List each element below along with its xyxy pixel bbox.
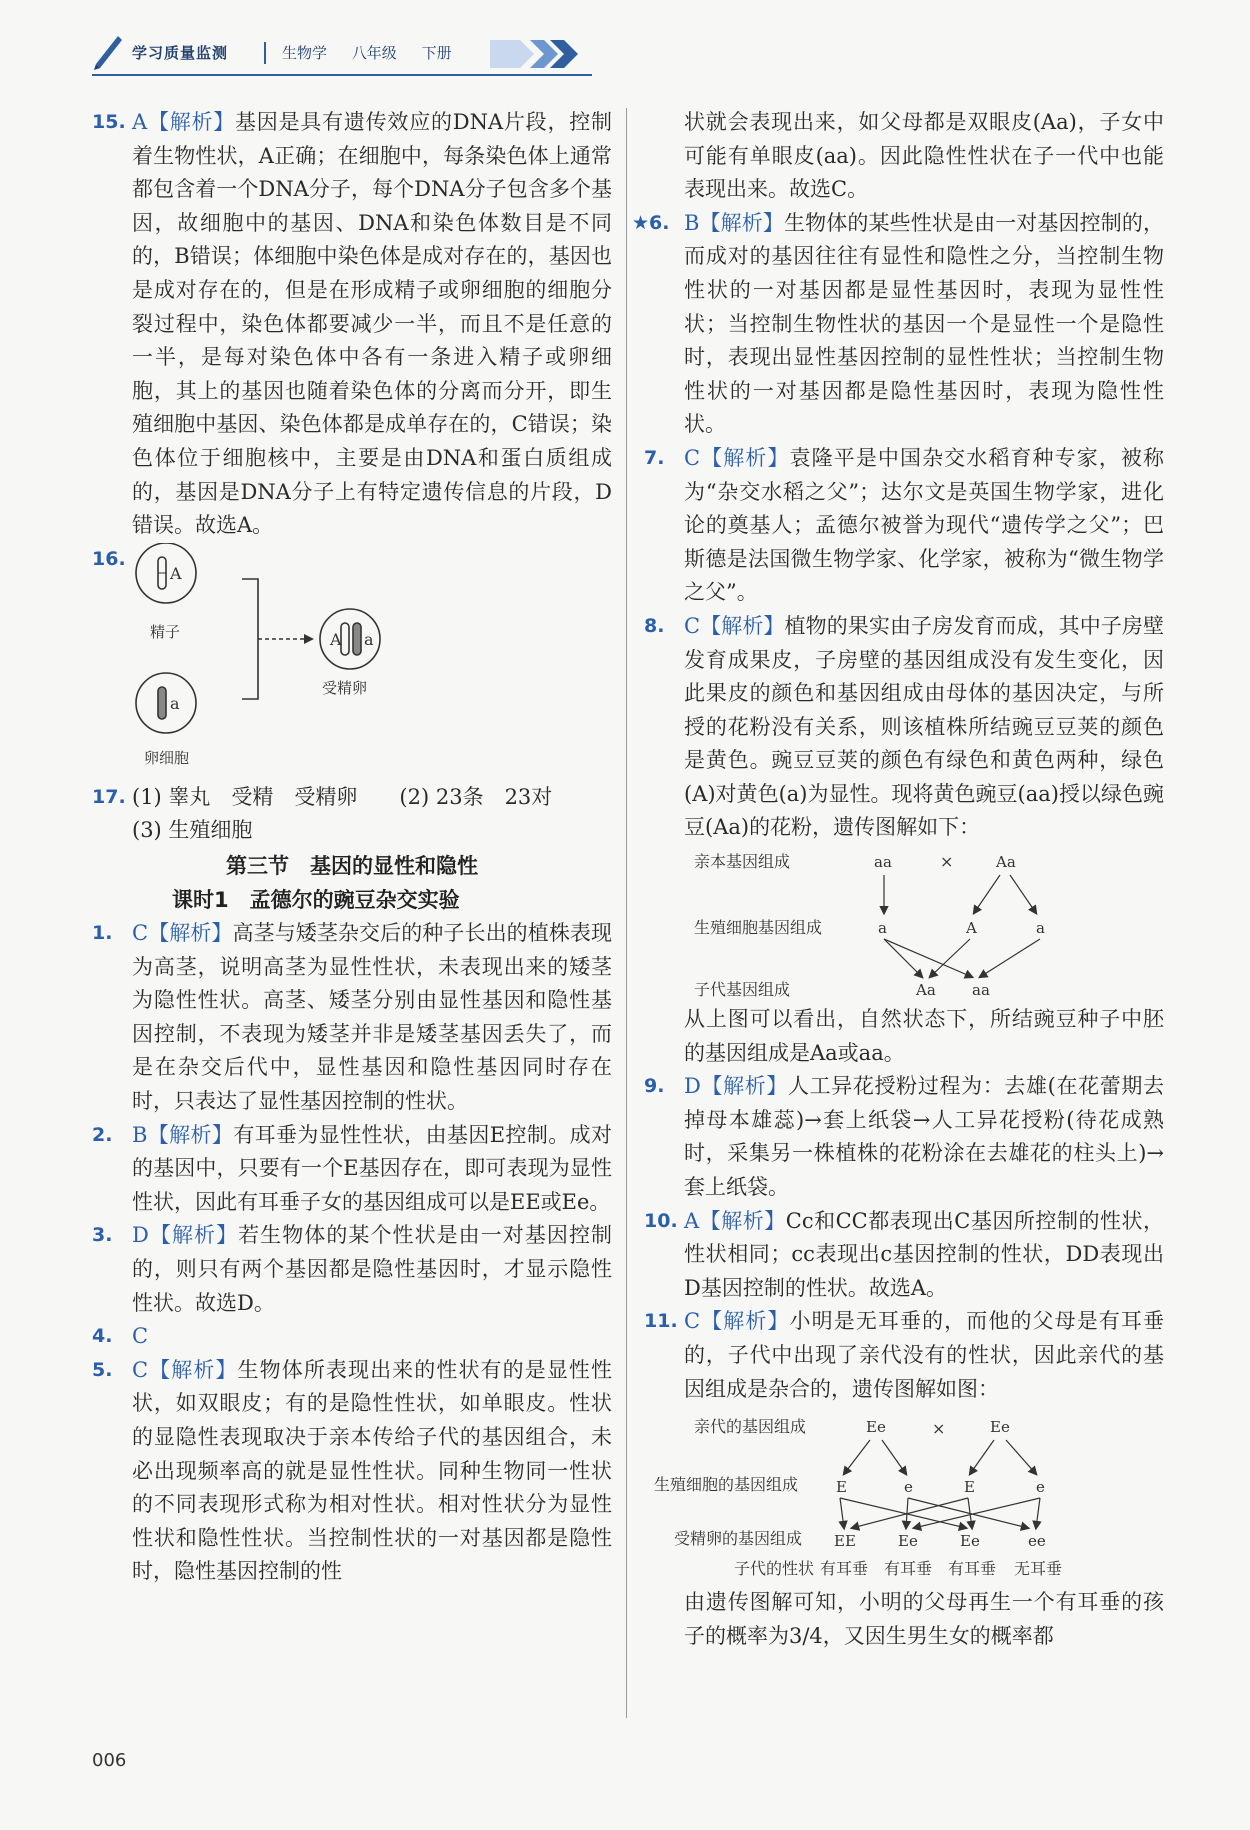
answer: C [132, 1324, 149, 1349]
question-7: 7. C【解析】袁隆平是中国杂交水稻育种专家，被称为“杂交水稻之父”；达尔文是英国生物学家，进化论的奠基人；孟德尔被誉为现代“遗传学之父”；巴斯德是法国微生物学家、化学家，被称为“微生物学之父”。 [644, 445, 1165, 605]
gamete-4: e [1036, 1478, 1045, 1497]
zygote-1: EE [834, 1532, 856, 1551]
gamete-3: a [1036, 919, 1045, 938]
chevron-right-icon [490, 34, 590, 74]
answer-line-2: (3) 生殖细胞 [132, 818, 253, 843]
offspring-1: Aa [916, 981, 936, 1000]
pen-icon [92, 30, 126, 70]
explanation-after: 从上图可以看出，自然状态下，所结豌豆种子中胚的基因组成是Aa或aa。 [684, 1007, 1164, 1065]
explanation: 状就会表现出来，如父母都是双眼皮(Aa)，子女中可能有单眼皮(aa)。因此隐性性状在子一代中也能表现出来。故选C。 [684, 110, 1164, 202]
zygote-gene-a-lower: a [364, 629, 374, 649]
sperm-gene: A [170, 563, 182, 583]
question-5-continued [644, 106, 1164, 207]
question-2: 2. B【解析】有耳垂为显性性状，由基因E控制。成对的基因中，只要有一个E基因存在，即可表现为显性性状，因此有耳垂子女的基因组成可以是EE或Ee。 [92, 1122, 613, 1214]
zygote-2: Ee [898, 1532, 918, 1551]
analysis-tag: 【解析】 [147, 110, 236, 134]
cross-sign: × [932, 1419, 946, 1439]
question-6: ★6. B【解析】生物体的某些性状是由一对基因控制的，而成对的基因往往有显性和隐性之分，当控制生物性状的一对基因都是显性基因时，表现为显性性状；当控制生物性状的基因一个是显性一个是隐性时，表现出显性基因控制的显性性状；当控制生物性状的一对基因都是隐性基因时，表现为隐性性状。 [632, 210, 1165, 437]
gamete-3: E [964, 1478, 975, 1497]
row-label-traits: 子代的性状 [734, 1559, 815, 1579]
earlobe-inheritance-diagram [644, 1412, 1114, 1582]
explanation: Cc和CC都表现出C基因所控制的性状，性状相同；cc表现出c基因控制的性状，DD表现出D基因控制的性状。故选A。 [684, 1208, 1164, 1300]
row-label-offspring: 子代基因组成 [694, 980, 791, 1000]
lesson-title: 课时1 孟德尔的豌豆杂交实验 [172, 887, 460, 912]
answer: C [684, 445, 701, 470]
analysis-tag: 【解析】 [148, 921, 233, 946]
answer: C [132, 1357, 149, 1382]
header-separator [264, 42, 266, 64]
question-11: 11. C【解析】小明是无耳垂的，而他的父母是有耳垂的，子代中出现了亲代没有的性状，因此亲代的基因组成是杂合的，遗传图解如图： 亲代的基因组成 生殖细胞的基因组成 受精卵的基因组成 子代的性状 Ee × Ee E e E e EE Ee Ee ee 有耳垂 有耳垂 有耳垂 无耳垂 由遗传图解可知，小明的父母再生一个有耳垂的孩子的概率为3/4，又因生男生女的概率都 [644, 1305, 1164, 1653]
subject: 生物学 [282, 44, 328, 62]
egg-gene: a [170, 693, 180, 713]
trait-1: 有耳垂 [820, 1559, 869, 1579]
parent-2: Aa [996, 853, 1016, 872]
question-4: 4. C [92, 1324, 149, 1349]
page-header [92, 30, 592, 80]
zygote-chromosome-2 [353, 623, 361, 655]
column-divider [626, 108, 627, 1718]
row-label-parents: 亲本基因组成 [694, 852, 791, 872]
question-3: 3. D【解析】若生物体的某个性状是由一对基因控制的，则只有两个基因都是隐性基因时，才显示隐性性状。故选D。 [92, 1223, 613, 1315]
page-number: 006 [92, 1750, 127, 1771]
trait-4: 无耳垂 [1014, 1559, 1063, 1579]
zygote-chromosome-1 [341, 623, 349, 655]
analysis-tag: 【解析】 [700, 613, 785, 638]
explanation: 袁隆平是中国杂交水稻育种专家，被称为“杂交水稻之父”；达尔文是英国生物学家，进化论的奠基人；孟德尔被誉为现代“遗传学之父”；巴斯德是法国微生物学家、化学家，被称为“微生物学之父”。 [684, 445, 1165, 605]
row-label-parents: 亲代的基因组成 [694, 1417, 807, 1437]
offspring-2: aa [972, 981, 990, 1000]
pea-inheritance-diagram [684, 849, 1124, 999]
egg-label: 卵细胞 [144, 748, 190, 767]
analysis-tag: 【解析】 [700, 445, 790, 470]
answer: B [684, 210, 700, 235]
parent-2: Ee [990, 1418, 1010, 1437]
trait-2: 有耳垂 [884, 1559, 933, 1579]
analysis-tag: 【解析】 [699, 1208, 786, 1233]
left-column [92, 106, 612, 1589]
volume: 下册 [421, 44, 452, 62]
grade: 八年级 [351, 44, 397, 62]
question-15: 15. A【解析】基因是具有遗传效应的DNA片段，控制着生物性状，A正确；在细胞中，每条染色体上通常都包含着一个DNA分子，每个DNA分子包含多个基因，故细胞中的基因、DNA和染色体数目是不同的，B错误；体细胞中染色体是成对存在的，基因也是成对存在的，但是在形成精子或卵细胞的细胞分裂过程中，染色体都要减少一半，而且不是任意的一半，是每对染色体中各有一条进入精子或卵细胞，其上的基因也随着染色体的分离而分开，即生殖细胞中基因、染色体都是成单存在的，C错误；染色体位于细胞核中，主要是由DNA和蛋白质组成的，基因是DNA分子上有特定遗传信息的片段，D错误。故选A。 [92, 110, 612, 538]
explanation: 生物体所表现出来的性状有的是显性性状，如双眼皮；有的是隐性性状，如单眼皮。性状的显隐性表现取决于亲本传给子代的基因组合，未必出现频率高的就是显性性状。同种生物同一性状的不同表现形式称为相对性状。相对性状分为显性性状和隐性性状。当控制性状的一对基因都是隐性时，隐性基因控制的性 [132, 1357, 613, 1584]
question-17: 17. (1) 睾丸 受精 受精卵 (2) 23条 23对 (3) 生殖细胞 [92, 781, 612, 848]
answer: A [684, 1208, 700, 1233]
answer-line-1: (1) 睾丸 受精 受精卵 (2) 23条 23对 [132, 784, 553, 809]
trait-3: 有耳垂 [948, 1559, 997, 1579]
answer: C [132, 921, 149, 946]
analysis-tag: 【解析】 [147, 1122, 234, 1147]
sperm-label: 精子 [150, 622, 181, 641]
gamete-1: E [836, 1478, 847, 1497]
row-label-gametes: 生殖细胞基因组成 [694, 918, 823, 938]
gamete-2: A [966, 919, 977, 938]
analysis-tag: 【解析】 [700, 1074, 789, 1099]
explanation: 人工异花授粉过程为：去雄(在花蕾期去掉母本雄蕊)→套上纸袋→人工异花授粉(待花成熟时，采集另一株植株的花粉涂在去雄花的柱头上)→套上纸袋。 [684, 1074, 1164, 1200]
gamete-2: e [904, 1478, 913, 1497]
cross-sign: × [940, 852, 954, 872]
explanation: 高茎与矮茎杂交后的种子长出的植株表现为高茎，说明高茎为显性性状，未表现出来的矮茎为隐性性状。高茎、矮茎分别由显性基因和隐性基因控制，不表现为矮茎并非是矮茎基因丢失了，而是在杂交后代中，显性基因和隐性基因同时存在时，只表达了显性基因控制的性状。 [132, 921, 612, 1114]
analysis-tag: 【解析】 [699, 210, 785, 235]
zygote-4: ee [1028, 1532, 1046, 1551]
explanation: 小明是无耳垂的，而他的父母是有耳垂的，子代中出现了亲代没有的性状，因此亲代的基因组成是杂合的，遗传图解如图： [684, 1309, 1165, 1401]
answer: D [132, 1223, 149, 1248]
explanation: 若生物体的某个性状是由一对基因控制的，则只有两个基因都是隐性基因时，才显示隐性性状。故选D。 [132, 1223, 613, 1315]
zygote-label: 受精卵 [322, 678, 368, 697]
explanation: 生物体的某些性状是由一对基因控制的，而成对的基因往往有显性和隐性之分，当控制生物性状的一对基因都是显性基因时，表现为显性性状；当控制生物性状的基因一个是显性一个是隐性时，表现出显性基因控制的显性性状；当控制生物性状的一对基因都是隐性基因时，表现为隐性性状。 [684, 210, 1165, 437]
egg-chromosome [158, 687, 166, 719]
explanation: 植物的果实由子房发育而成，其中子房壁发育成果皮，子房壁的基因组成没有发生变化，因此果皮的颜色和基因组成由母体的基因决定，与所授的花粉没有关系，则该植株所结豌豆豆荚的颜色是黄色。豌豆豆荚的颜色有绿色和黄色两种，绿色(A)对黄色(a)为显性。现将黄色豌豆(aa)授以绿色豌豆(Aa)的花粉，遗传图解如下： [684, 613, 1164, 840]
analysis-tag: 【解析】 [148, 1357, 238, 1382]
answer: C [684, 613, 701, 638]
row-label-gametes: 生殖细胞的基因组成 [654, 1475, 799, 1495]
right-column [632, 106, 1165, 1653]
question-9: 9. D【解析】人工异花授粉过程为：去雄(在花蕾期去掉母本雄蕊)→套上纸袋→人工异花授粉(待花成熟时，采集另一株植株的花粉涂在去雄花的柱头上)→套上纸袋。 [644, 1074, 1164, 1200]
answer: A [132, 110, 148, 134]
zygote-3: Ee [960, 1532, 980, 1551]
parent-1: Ee [866, 1418, 886, 1437]
section-title: 第三节 基因的显性和隐性 [226, 853, 478, 878]
parent-1: aa [874, 853, 892, 872]
analysis-tag: 【解析】 [700, 1309, 790, 1334]
question-1: 1. C【解析】高茎与矮茎杂交后的种子长出的植株表现为高茎，说明高茎为显性性状，未表现出来的矮茎为隐性性状。高茎、矮茎分别由显性基因和隐性基因控制，不表现为矮茎并非是矮茎基因丢失了，而是在杂交后代中，显性基因和隐性基因同时存在时，只表达了显性基因控制的性状。 [92, 921, 612, 1114]
explanation-after: 由遗传图解可知，小明的父母再生一个有耳垂的孩子的概率为3/4，又因生男生女的概率都 [684, 1590, 1164, 1648]
book-meta [282, 42, 472, 63]
row-label-zygote: 受精卵的基因组成 [674, 1529, 803, 1549]
question-10: 10. A【解析】Cc和CC都表现出C基因所控制的性状，性状相同；cc表现出c基因控制的性状，DD表现出D基因控制的性状。故选A。 [644, 1208, 1164, 1300]
zygote-gene-a-upper: A [330, 629, 342, 649]
question-5: 5. C【解析】生物体所表现出来的性状有的是显性性状，如双眼皮；有的是隐性性状，如单眼皮。性状的显隐性表现取决于亲本传给子代的基因组合，未必出现频率高的就是显性性状。同种生物同一性状的不同表现形式称为相对性状。相对性状分为显性性状和隐性性状。当控制性状的一对基因都是隐性时，隐性基因控制的性 [92, 1357, 613, 1584]
answer: B [132, 1122, 148, 1147]
series-title: 学习质量监测 [132, 44, 229, 62]
answer: D [684, 1074, 701, 1099]
fertilization-diagram [132, 543, 432, 775]
explanation: 有耳垂为显性性状，由基因E控制。成对的基因中，只要有一个E基因存在，即可表现为显性性状，因此有耳垂子女的基因组成可以是EE或Ee。 [132, 1122, 613, 1214]
gamete-1: a [878, 919, 887, 938]
analysis-tag: 【解析】 [148, 1223, 239, 1248]
question-8: 8. C【解析】植物的果实由子房发育而成，其中子房壁发育成果皮，子房壁的基因组成没有发生变化，因此果皮的颜色和基因组成由母体的基因决定，与所授的花粉没有关系，则该植株所结豌豆豆荚的颜色是黄色。豌豆豆荚的颜色有绿色和黄色两种，绿色(A)对黄色(a)为显性。现将黄色豌豆(aa)授以绿色豌豆(Aa)的花粉，遗传图解如下： 亲本基因组成 生殖细胞基因组成 子代基因组成 aa × Aa a A a Aa aa 从上图可以看出，自然状态下，所结豌豆种子中胚的基因组成是Aa或aa。 [644, 610, 1164, 1070]
answer: C [684, 1309, 701, 1334]
explanation: 基因是具有遗传效应的DNA片段，控制着生物性状，A正确；在细胞中，每条染色体上通常都包含着一个DNA分子，每个DNA分子包含多个基因，故细胞中的基因、DNA和染色体数目是不同的，B错误；体细胞中染色体是成对存在的，基因也是成对存在的，但是在形成精子或卵细胞的细胞分裂过程中，染色体都要减少一半，而且不是任意的一半，是每对染色体中各有一条进入精子或卵细胞，其上的基因也随着染色体的分离而分开，即生殖细胞中基因、染色体都是成单存在的，C错误；染色体位于细胞核中，主要是由DNA和蛋白质组成的，基因是DNA分子上有特定遗传信息的片段，D错误。故选A。 [132, 110, 612, 538]
question-16: 16. A 精子 a 卵细胞 A a 受精卵 [92, 543, 612, 781]
